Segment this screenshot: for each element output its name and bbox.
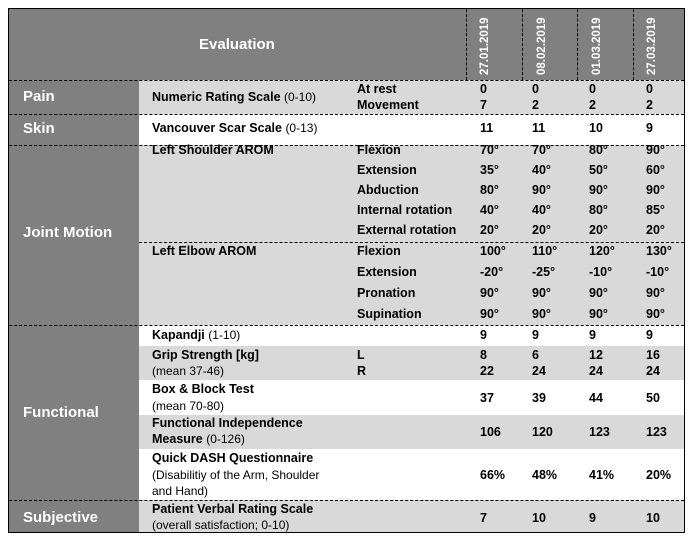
- cell-value: 90°: [589, 286, 608, 300]
- cell-value: 60°: [646, 163, 665, 177]
- cell-value: 90°: [646, 143, 665, 157]
- table-header: [9, 9, 684, 80]
- grip-sub: R: [357, 364, 367, 378]
- row-separator: [139, 242, 684, 243]
- dash-label: Quick DASH Questionnaire: [152, 451, 314, 465]
- elbow-label: Left Elbow AROM: [152, 244, 257, 258]
- shoulder-sub: Abduction: [357, 183, 419, 197]
- evaluation-table: [8, 8, 685, 533]
- cell-value: 9: [589, 511, 596, 525]
- cell-value: 80°: [589, 203, 608, 217]
- cell-value: 12: [589, 348, 603, 362]
- cell-value: 90°: [589, 307, 608, 321]
- cell-value: 90°: [480, 307, 499, 321]
- category-pain: Pain: [23, 88, 55, 105]
- cell-value: 9: [589, 328, 596, 342]
- cell-value: 10: [532, 511, 546, 525]
- cell-value: 80°: [480, 183, 499, 197]
- category-skin: Skin: [23, 120, 55, 137]
- cell-value: 2: [646, 98, 653, 112]
- cell-value: 39: [532, 391, 546, 405]
- cell-value: 24: [646, 364, 660, 378]
- date-col-4: 27.03.2019: [646, 17, 658, 75]
- cell-value: 37: [480, 391, 494, 405]
- cell-value: 41%: [589, 468, 615, 482]
- cell-value: 100°: [480, 244, 506, 258]
- cell-value: 48%: [532, 468, 558, 482]
- skin-label: Vancouver Scar Scale (0-13): [152, 121, 318, 135]
- cell-value: 85°: [646, 203, 665, 217]
- cell-value: 106: [480, 425, 501, 439]
- cell-value: 50: [646, 391, 660, 405]
- row-separator: [9, 114, 684, 115]
- pvrs-label: Patient Verbal Rating Scale: [152, 502, 314, 516]
- cell-value: 90°: [646, 183, 665, 197]
- cell-value: 123: [589, 425, 610, 439]
- cell-value: -10°: [589, 265, 613, 279]
- shoulder-sub: Internal rotation: [357, 203, 453, 217]
- cell-value: 0: [532, 82, 539, 96]
- box-block-label: Box & Block Test: [152, 382, 254, 396]
- elbow-sub: Flexion: [357, 244, 401, 258]
- cell-value: -10°: [646, 265, 670, 279]
- row-separator: [9, 500, 684, 501]
- kapandji-label: Kapandji (1-10): [152, 328, 241, 342]
- category-functional: Functional: [23, 404, 99, 421]
- cell-value: 20°: [532, 223, 551, 237]
- pain-label: Numeric Rating Scale (0-10): [152, 90, 317, 104]
- cell-value: -20°: [480, 265, 504, 279]
- shoulder-sub: External rotation: [357, 223, 457, 237]
- col-separator: [633, 9, 634, 80]
- cell-value: 40°: [480, 203, 499, 217]
- cell-value: 50°: [589, 163, 608, 177]
- date-col-1: 27.01.2019: [479, 17, 491, 75]
- box-block-note: (mean 70-80): [152, 399, 225, 413]
- cell-value: 10: [646, 511, 660, 525]
- cell-value: 10: [589, 121, 603, 135]
- cell-value: 90°: [480, 286, 499, 300]
- elbow-sub: Extension: [357, 265, 417, 279]
- cell-value: 44: [589, 391, 603, 405]
- cell-value: 90°: [532, 307, 551, 321]
- cell-value: 9: [532, 328, 539, 342]
- cell-value: 11: [480, 121, 494, 135]
- cell-value: 40°: [532, 203, 551, 217]
- cell-value: 7: [480, 511, 487, 525]
- cell-value: -25°: [532, 265, 556, 279]
- cell-value: 24: [589, 364, 603, 378]
- cell-value: 40°: [532, 163, 551, 177]
- grip-label: Grip Strength [kg]: [152, 348, 259, 362]
- cell-value: 35°: [480, 163, 499, 177]
- cell-value: 11: [532, 121, 546, 135]
- cell-value: 9: [646, 121, 653, 135]
- cell-value: 20°: [589, 223, 608, 237]
- cell-value: 9: [646, 328, 653, 342]
- cell-value: 110°: [532, 244, 558, 258]
- cell-value: 90°: [646, 307, 665, 321]
- cell-value: 6: [532, 348, 539, 362]
- cell-value: 0: [646, 82, 653, 96]
- fim-label-2: Measure (0-126): [152, 432, 245, 446]
- grip-sub: L: [357, 348, 365, 362]
- cell-value: 8: [480, 348, 487, 362]
- header-title: Evaluation: [199, 36, 275, 53]
- shoulder-sub: Extension: [357, 163, 417, 177]
- cell-value: 0: [480, 82, 487, 96]
- cell-value: 70°: [532, 143, 551, 157]
- cell-value: 90°: [646, 286, 665, 300]
- cell-value: 0: [589, 82, 596, 96]
- cell-value: 16: [646, 348, 660, 362]
- cell-value: 20°: [646, 223, 665, 237]
- cell-value: 70°: [480, 143, 499, 157]
- cell-value: 20°: [480, 223, 499, 237]
- grip-note: (mean 37-46): [152, 364, 225, 378]
- cell-value: 7: [480, 98, 487, 112]
- col-separator: [577, 9, 578, 80]
- elbow-sub: Supination: [357, 307, 422, 321]
- date-col-2: 08.02.2019: [536, 17, 548, 75]
- cell-value: 20%: [646, 468, 672, 482]
- cell-value: 90°: [589, 183, 608, 197]
- col-separator: [466, 9, 467, 80]
- shoulder-sub: Flexion: [357, 143, 401, 157]
- pain-sub: Movement: [357, 98, 419, 112]
- dash-note: (Disabilitiy of the Arm, Shoulder: [152, 468, 320, 482]
- cell-value: 90°: [532, 183, 551, 197]
- dash-note-2: and Hand): [152, 484, 209, 498]
- category-column: [9, 80, 139, 532]
- cell-value: 123: [646, 425, 667, 439]
- cell-value: 66%: [480, 468, 506, 482]
- pain-sub: At rest: [357, 82, 397, 96]
- row-separator: [9, 325, 684, 326]
- row-separator: [9, 80, 684, 81]
- cell-value: 2: [532, 98, 539, 112]
- category-joint-motion: Joint Motion: [23, 224, 113, 241]
- cell-value: 22: [480, 364, 494, 378]
- cell-value: 130°: [646, 244, 672, 258]
- elbow-sub: Pronation: [357, 286, 416, 300]
- cell-value: 120: [532, 425, 553, 439]
- row-separator: [9, 145, 684, 146]
- col-separator: [522, 9, 523, 80]
- cell-value: 120°: [589, 244, 615, 258]
- cell-value: 9: [480, 328, 487, 342]
- cell-value: 90°: [532, 286, 551, 300]
- pvrs-note: (overall satisfaction; 0-10): [152, 518, 290, 532]
- shoulder-label: Left Shoulder AROM: [152, 143, 274, 157]
- category-subjective: Subjective: [23, 509, 99, 526]
- cell-value: 80°: [589, 143, 608, 157]
- cell-value: 2: [589, 98, 596, 112]
- cell-value: 24: [532, 364, 546, 378]
- fim-label: Functional Independence: [152, 416, 303, 430]
- date-col-3: 01.03.2019: [591, 17, 603, 75]
